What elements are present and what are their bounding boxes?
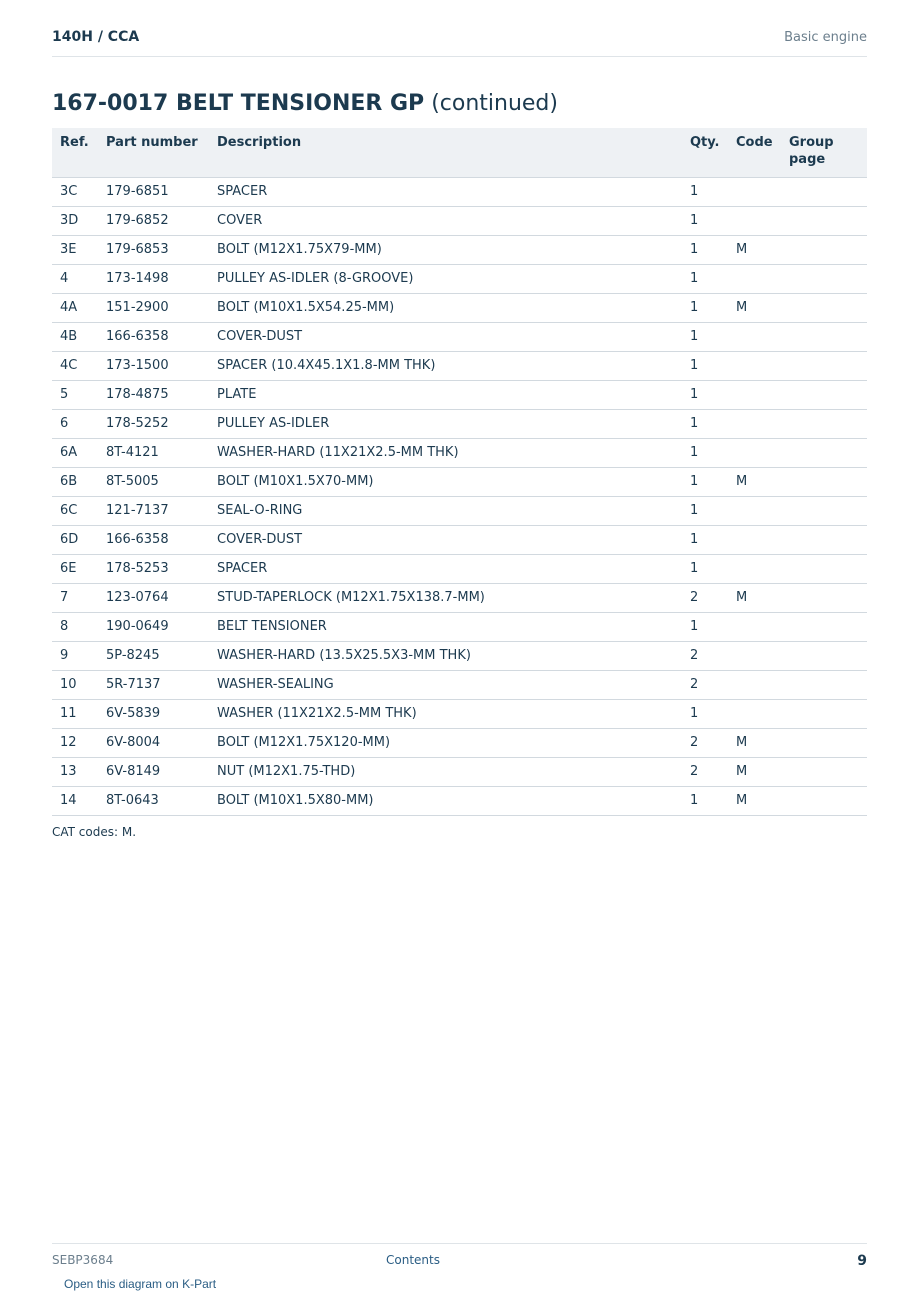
description-cell: PULLEY AS-IDLER [209,409,682,438]
code-cell [728,206,781,235]
description-cell: WASHER-SEALING [209,670,682,699]
column-header-part-number: Part number [98,128,209,177]
group-page-cell [781,757,867,786]
description-cell: SPACER [209,554,682,583]
description-cell: BOLT (M10X1.5X70-MM) [209,467,682,496]
group-page-cell [781,699,867,728]
qty-cell: 2 [682,757,728,786]
ref-cell: 6A [52,438,98,467]
qty-cell: 1 [682,177,728,206]
part-number-cell: 5P-8245 [98,641,209,670]
ref-cell: 6B [52,467,98,496]
document-id: SEBP3684 [52,1253,114,1267]
part-number-cell: 6V-8004 [98,728,209,757]
table-row [52,612,867,641]
part-number-cell: 6V-5839 [98,699,209,728]
table-row [52,641,867,670]
code-cell [728,641,781,670]
description-cell: PULLEY AS-IDLER (8-GROOVE) [209,264,682,293]
description-cell: WASHER-HARD (13.5X25.5X3-MM THK) [209,641,682,670]
qty-cell: 2 [682,670,728,699]
code-cell: M [728,728,781,757]
ref-cell: 12 [52,728,98,757]
ref-cell: 8 [52,612,98,641]
ref-cell: 4 [52,264,98,293]
qty-cell: 1 [682,235,728,264]
column-header-code: Code [728,128,781,177]
page-title [52,88,558,120]
group-page-cell [781,467,867,496]
ref-cell: 3D [52,206,98,235]
group-page-cell [781,496,867,525]
code-cell [728,554,781,583]
part-number-cell: 166-6358 [98,322,209,351]
table-row [52,409,867,438]
qty-cell: 1 [682,438,728,467]
qty-cell: 1 [682,554,728,583]
table-row [52,670,867,699]
page-footer [52,1243,867,1301]
group-page-cell [781,670,867,699]
qty-cell: 1 [682,409,728,438]
table-row [52,496,867,525]
table-header-row [52,128,867,177]
description-cell: NUT (M12X1.75-THD) [209,757,682,786]
part-number-cell: 8T-5005 [98,467,209,496]
ref-cell: 4A [52,293,98,322]
title-suffix: (continued) [431,91,558,116]
column-header-description: Description [209,128,682,177]
qty-cell: 1 [682,786,728,815]
code-cell [728,409,781,438]
ref-cell: 14 [52,786,98,815]
group-page-cell [781,409,867,438]
qty-cell: 2 [682,641,728,670]
group-page-cell [781,583,867,612]
qty-cell: 1 [682,612,728,641]
qty-cell: 1 [682,525,728,554]
qty-cell: 2 [682,728,728,757]
parts-table [52,128,867,816]
code-cell [728,380,781,409]
ref-cell: 7 [52,583,98,612]
table-row [52,757,867,786]
table-row [52,525,867,554]
table-row [52,177,867,206]
table-row [52,235,867,264]
description-cell: WASHER (11X21X2.5-MM THK) [209,699,682,728]
table-row [52,380,867,409]
table-row [52,264,867,293]
part-number-cell: 179-6853 [98,235,209,264]
ref-cell: 3C [52,177,98,206]
description-cell: STUD-TAPERLOCK (M12X1.75X138.7-MM) [209,583,682,612]
part-number-cell: 6V-8149 [98,757,209,786]
description-cell: COVER-DUST [209,322,682,351]
code-cell [728,496,781,525]
table-row [52,351,867,380]
code-cell: M [728,757,781,786]
ref-cell: 3E [52,235,98,264]
parts-table-body [52,177,867,815]
page-number: 9 [857,1253,867,1269]
table-row [52,467,867,496]
table-row [52,728,867,757]
description-cell: BOLT (M12X1.75X79-MM) [209,235,682,264]
ref-cell: 6E [52,554,98,583]
group-page-cell [781,612,867,641]
qty-cell: 1 [682,206,728,235]
code-cell [728,351,781,380]
description-cell: SPACER [209,177,682,206]
section-name: Basic engine [784,30,867,45]
column-header-group-page: Group page [781,128,867,177]
part-number-cell: 190-0649 [98,612,209,641]
ref-cell: 4B [52,322,98,351]
column-header-qty [682,128,728,177]
ref-cell: 13 [52,757,98,786]
qty-header-label: Qty. [690,135,720,150]
qty-cell: 1 [682,264,728,293]
table-row [52,554,867,583]
code-cell: M [728,293,781,322]
code-cell [728,670,781,699]
part-number-cell: 166-6358 [98,525,209,554]
part-number-cell: 8T-0643 [98,786,209,815]
qty-cell: 1 [682,351,728,380]
code-cell [728,177,781,206]
table-row [52,293,867,322]
code-cell [728,264,781,293]
code-cell: M [728,786,781,815]
ref-cell: 6C [52,496,98,525]
qty-cell: 2 [682,583,728,612]
group-page-cell [781,728,867,757]
description-cell: COVER [209,206,682,235]
part-number-cell: 173-1500 [98,351,209,380]
group-page-cell [781,177,867,206]
description-cell: SEAL-O-RING [209,496,682,525]
group-page-cell [781,525,867,554]
group-page-cell [781,235,867,264]
ref-cell: 6D [52,525,98,554]
page-header [52,0,867,57]
group-title: 167-0017 BELT TENSIONER GP [52,91,425,116]
code-cell [728,612,781,641]
part-number-cell: 151-2900 [98,293,209,322]
part-number-cell: 121-7137 [98,496,209,525]
group-page-cell [781,351,867,380]
contents-link[interactable]: Contents [386,1253,440,1267]
code-cell: M [728,235,781,264]
group-page-cell [781,264,867,293]
ref-cell: 10 [52,670,98,699]
description-cell: COVER-DUST [209,525,682,554]
table-row [52,438,867,467]
qty-cell: 1 [682,293,728,322]
description-cell: BOLT (M10X1.5X80-MM) [209,786,682,815]
part-number-cell: 179-6852 [98,206,209,235]
part-number-cell: 173-1498 [98,264,209,293]
part-number-cell: 8T-4121 [98,438,209,467]
code-cell [728,322,781,351]
qty-cell: 1 [682,699,728,728]
qty-cell: 1 [682,496,728,525]
group-page-cell [781,554,867,583]
qty-cell: 1 [682,322,728,351]
description-cell: BOLT (M10X1.5X54.25-MM) [209,293,682,322]
code-cell [728,438,781,467]
machine-model: 140H / CCA [52,29,140,45]
group-page-cell [781,293,867,322]
group-page-cell [781,206,867,235]
part-number-cell: 179-6851 [98,177,209,206]
description-cell: SPACER (10.4X45.1X1.8-MM THK) [209,351,682,380]
part-number-cell: 178-5252 [98,409,209,438]
group-page-cell [781,786,867,815]
group-page-cell [781,380,867,409]
group-page-cell [781,641,867,670]
table-row [52,583,867,612]
ref-cell: 5 [52,380,98,409]
part-number-cell: 5R-7137 [98,670,209,699]
ref-cell: 6 [52,409,98,438]
description-cell: BOLT (M12X1.75X120-MM) [209,728,682,757]
table-row [52,699,867,728]
ref-cell: 4C [52,351,98,380]
qty-cell: 1 [682,467,728,496]
ref-cell: 9 [52,641,98,670]
qty-cell: 1 [682,380,728,409]
cat-codes-note: CAT codes: M. [52,825,137,839]
code-cell [728,525,781,554]
table-row [52,206,867,235]
description-cell: PLATE [209,380,682,409]
ref-cell: 11 [52,699,98,728]
group-page-cell [781,322,867,351]
code-cell [728,699,781,728]
kpart-diagram-link[interactable]: Open this diagram on K-Part [64,1277,217,1291]
code-cell: M [728,583,781,612]
table-row [52,786,867,815]
part-number-cell: 178-4875 [98,380,209,409]
group-page-cell [781,438,867,467]
table-row [52,322,867,351]
part-number-cell: 178-5253 [98,554,209,583]
part-number-cell: 123-0764 [98,583,209,612]
code-cell: M [728,467,781,496]
column-header-ref: Ref. [52,128,98,177]
description-cell: BELT TENSIONER [209,612,682,641]
description-cell: WASHER-HARD (11X21X2.5-MM THK) [209,438,682,467]
